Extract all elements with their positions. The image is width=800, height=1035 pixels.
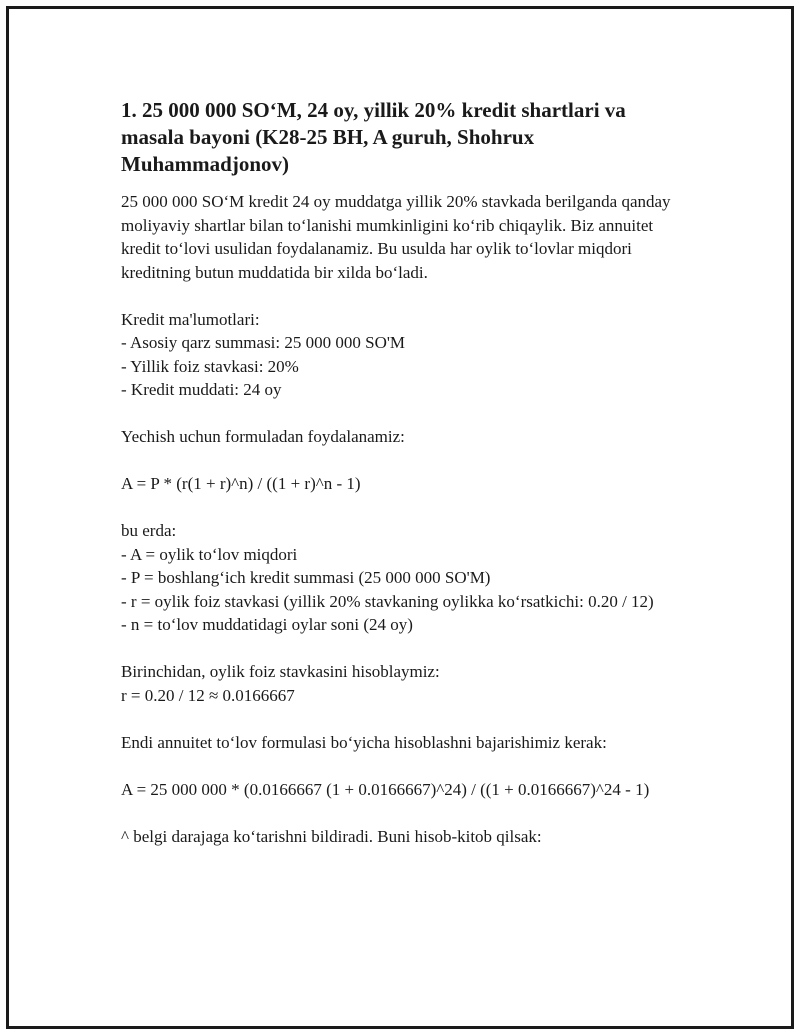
spacer [121, 402, 681, 426]
variable-r: - r = oylik foiz stavkasi (yillik 20% stavkaning oylikka ko‘rsatkichi: 0.20 / 12) [121, 591, 654, 611]
variable-a: - A = oylik to‘lov miqdori [121, 544, 298, 564]
document-title: 1. 25 000 000 SO‘M, 24 oy, yillik 20% kredit shartlari va masala bayoni (K28-25 BH, A guruh, Shohrux Muhammadjonov) [121, 98, 626, 176]
caret-note: ^ belgi darajaga ko‘tarishni bildiradi. Buni hisob-kitob qilsak: [121, 826, 542, 846]
credit-item-rate: - Yillik foiz stavkasi: 20% [121, 356, 299, 376]
spacer [121, 801, 681, 825]
document-body [121, 97, 681, 848]
credit-item-principal: - Asosiy qarz summasi: 25 000 000 SO'M [121, 333, 406, 352]
variable-n: - n = to‘lov muddatidagi oylar soni (24 oy) [121, 615, 413, 634]
credit-info-section [121, 308, 681, 402]
variables-heading: bu erda: [121, 521, 177, 540]
annuity-formula: A = P * (r(1 + r)^n) / ((1 + r)^n - 1) [121, 474, 361, 493]
spacer [121, 754, 681, 778]
intro-paragraph: 25 000 000 SO‘M kredit 24 oy muddatga yillik 20% stavkada berilganda qanday moliyaviy shartlar bilan to‘lanishi mumkinligini ko‘rib chiqaylik. Biz annuitet kredit to‘lovi usulidan foydalanamiz. Bu usulda har oylik to‘lovlar miqdori kreditning butun muddatida bir xilda bo‘ladi. [121, 192, 671, 282]
rate-calculation: r = 0.20 / 12 ≈ 0.0166667 [121, 685, 295, 705]
next-step-text: Endi annuitet to‘lov formulasi bo‘yicha hisoblashni bajarishimiz kerak: [121, 732, 607, 752]
solution-intro: Yechish uchun formuladan foydalanamiz: [121, 427, 405, 446]
page-frame [6, 6, 794, 1029]
spacer [121, 284, 681, 308]
spacer [121, 707, 681, 731]
variable-p: - P = boshlang‘ich kredit summasi (25 000 000 SO'M) [121, 568, 491, 587]
applied-formula: A = 25 000 000 * (0.0166667 (1 + 0.0166667)^24) / ((1 + 0.0166667)^24 - 1) [121, 779, 650, 799]
spacer [121, 496, 681, 520]
spacer [121, 449, 681, 473]
first-step-text: Birinchidan, oylik foiz stavkasini hisoblaymiz: [121, 662, 440, 681]
spacer [121, 637, 681, 661]
rate-calculation-section [121, 660, 681, 707]
credit-info-heading: Kredit ma'lumotlari: [121, 309, 260, 329]
variables-section [121, 519, 681, 637]
credit-item-term: - Kredit muddati: 24 oy [121, 380, 282, 399]
